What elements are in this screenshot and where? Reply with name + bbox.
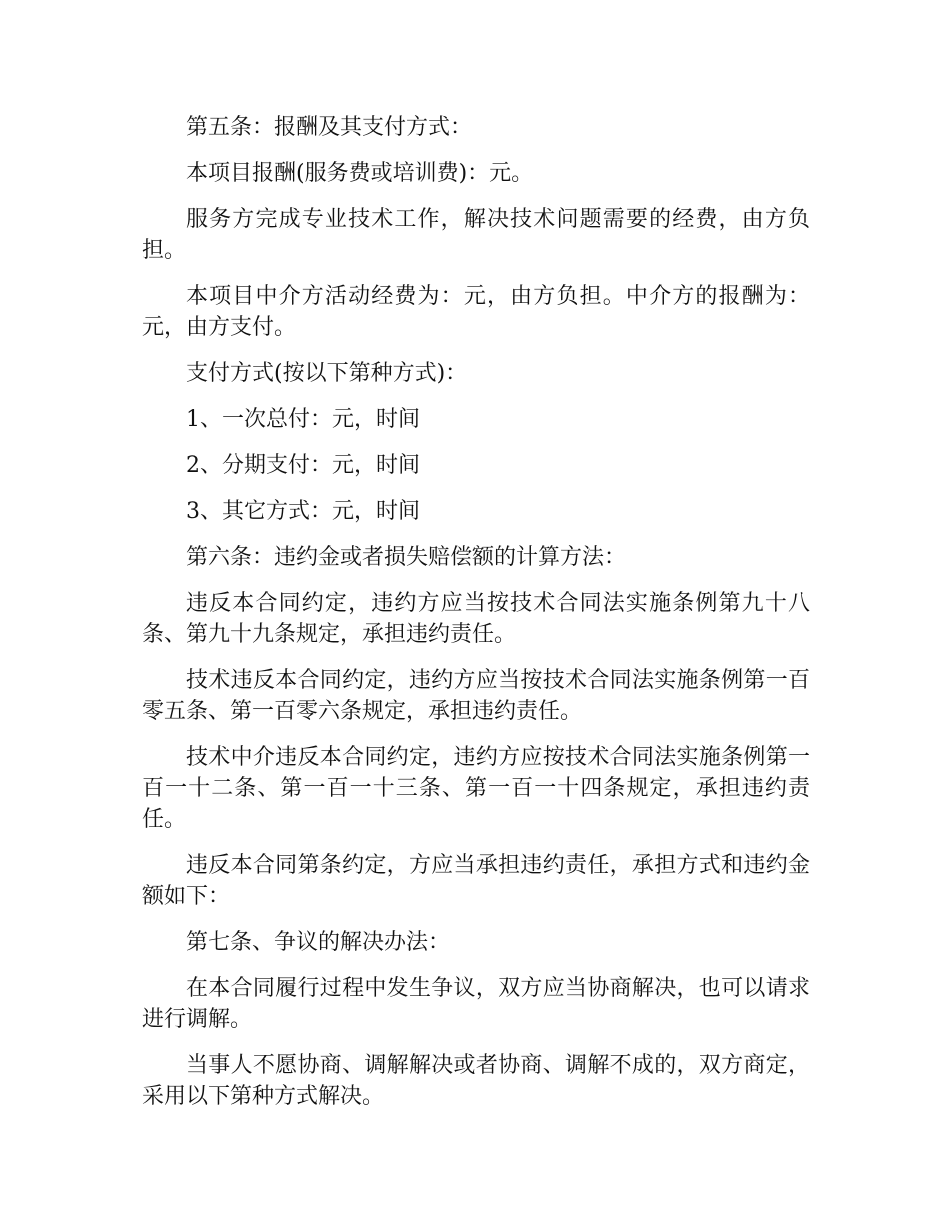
paragraph-dispute-resolution: 当事人不愿协商、调解解决或者协商、调解不成的，双方商定，采用以下第种方式解决。 [142,1053,810,1109]
paragraph-dispute-negotiation: 在本合同履行过程中发生争议，双方应当协商解决，也可以请求进行调解。 [142,976,810,1032]
paragraph-project-fee: 本项目报酬(服务费或培训费)：元。 [186,161,534,186]
paragraph-payment-method: 支付方式(按以下第种方式)： [186,361,468,386]
paragraph-article-5-heading: 第五条：报酬及其支付方式： [186,115,473,140]
paragraph-article-7-heading: 第七条、争议的解决办法： [186,930,451,955]
paragraph-breach-technical: 技术违反本合同约定，违约方应当按技术合同法实施条例第一百零五条、第一百零六条规定，承担违约责任。 [142,668,810,724]
paragraph-payment-option-3: 3、其它方式：元，时间 [186,499,420,524]
paragraph-breach-intermediary: 技术中介违反本合同约定，违约方应按技术合同法实施条例第一百一十二条、第一百一十三条、第一百一十四条规定，承担违约责任。 [142,745,810,832]
paragraph-payment-option-1: 1、一次总付：元，时间 [186,407,420,432]
document-page [142,112,810,1127]
paragraph-payment-option-2: 2、分期支付：元，时间 [186,453,420,478]
paragraph-breach-general: 违反本合同约定，违约方应当按技术合同法实施条例第九十八条、第九十九条规定，承担违约责任。 [142,591,810,647]
paragraph-service-expense: 服务方完成专业技术工作，解决技术问题需要的经费，由方负担。 [142,207,810,263]
paragraph-intermediary-expense: 本项目中介方活动经费为：元，由方负担。中介方的报酬为：元，由方支付。 [142,284,810,340]
paragraph-article-6-heading: 第六条：违约金或者损失赔偿额的计算方法： [186,545,627,570]
paragraph-breach-specific-clause: 违反本合同第条约定，方应当承担违约责任，承担方式和违约金额如下： [142,853,810,909]
